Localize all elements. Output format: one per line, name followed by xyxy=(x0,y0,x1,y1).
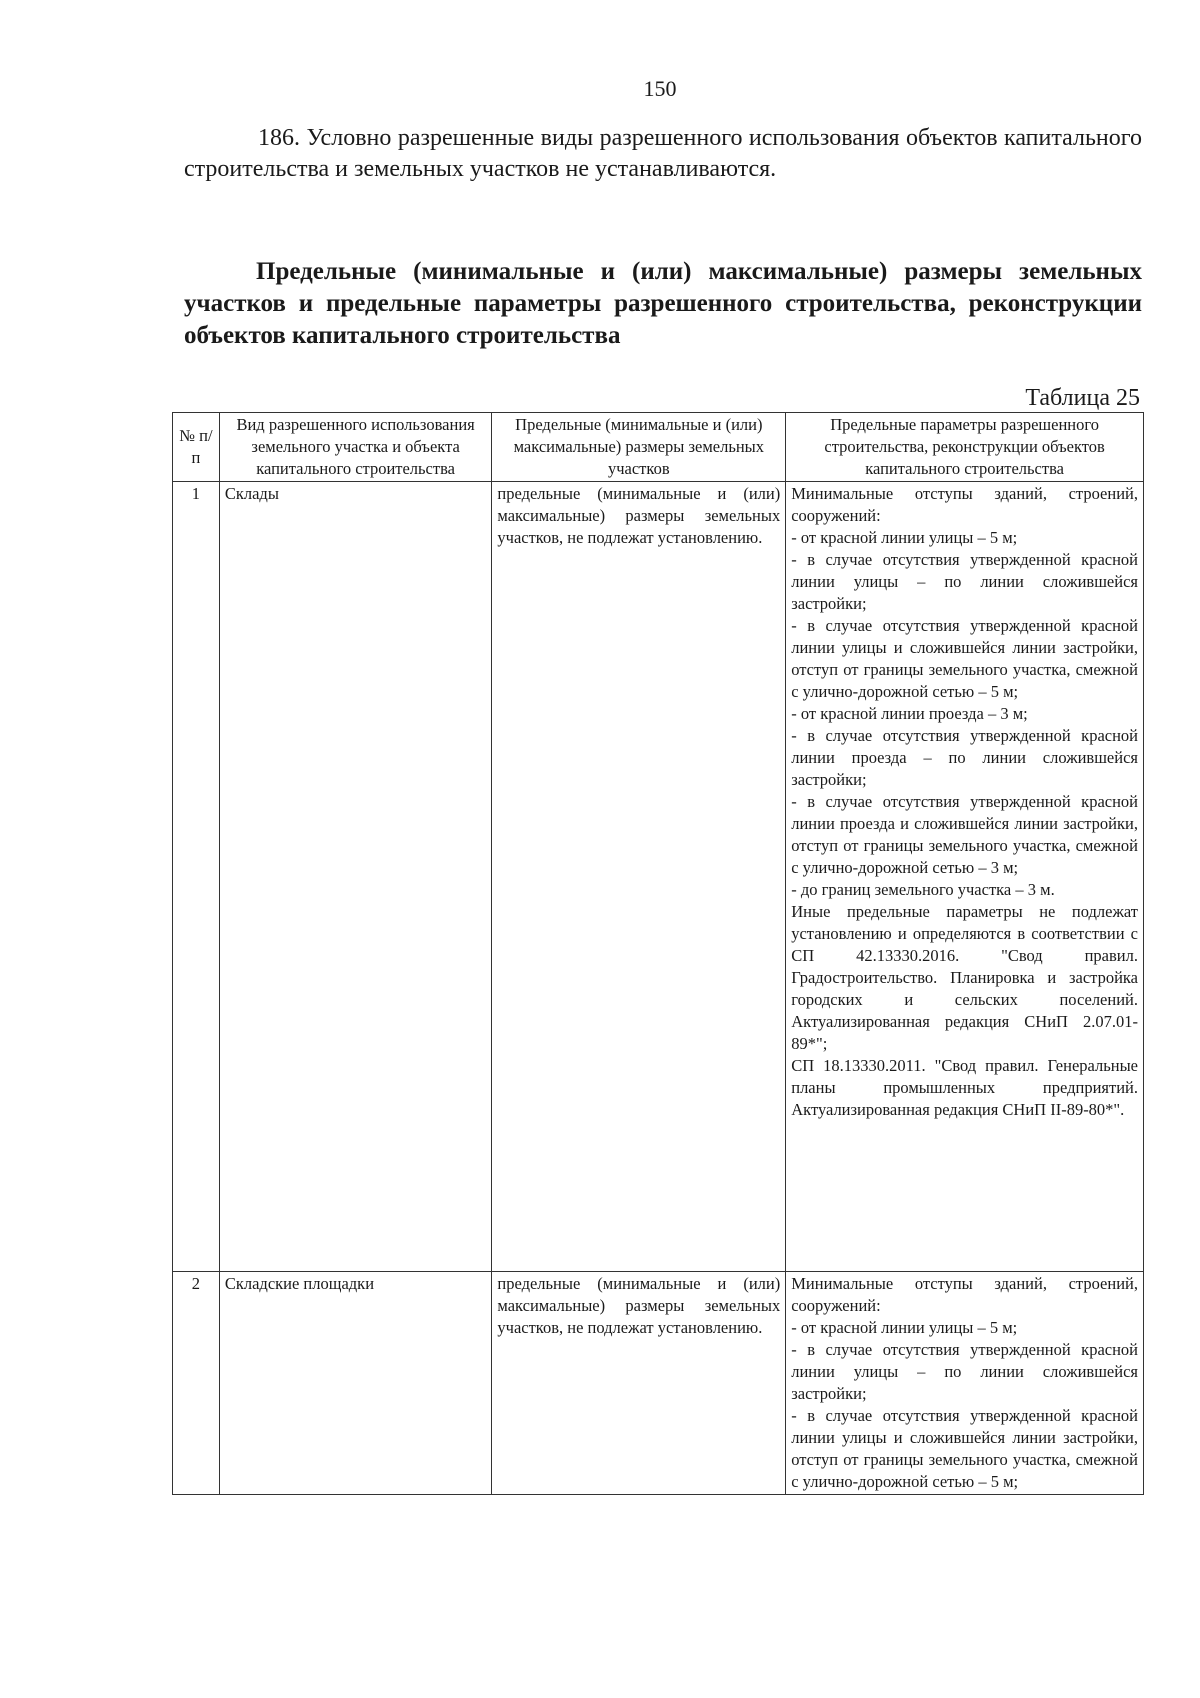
param-line: - от красной линии улицы – 5 м; xyxy=(791,1318,1018,1337)
table-row xyxy=(173,482,1144,1272)
row-type: Складские площадки xyxy=(219,1272,492,1495)
row-params xyxy=(786,1272,1144,1495)
header-params: Предельные параметры разрешенного строительства, реконструкции объектов капитального строительства xyxy=(786,413,1144,482)
header-num: № п/п xyxy=(173,413,220,482)
param-line: - в случае отсутствия утвержденной красной линии улицы и сложившейся линии застройки, отступ от границы земельного участка, смежной с улично-дорожной сетью – 5 м; xyxy=(791,616,1138,701)
paragraph-186: 186. Условно разрешенные виды разрешенного использования объектов капитального строительства и земельных участков не устанавливаются. xyxy=(184,125,1142,182)
param-line: - в случае отсутствия утвержденной красной линии проезда – по линии сложившейся застройки; xyxy=(791,726,1138,789)
param-line: Минимальные отступы зданий, строений, сооружений: xyxy=(791,484,1138,525)
row-size: предельные (минимальные и (или) максимальные) размеры земельных участков, не подлежат установлению. xyxy=(492,482,786,1272)
param-line: Минимальные отступы зданий, строений, сооружений: xyxy=(791,1274,1138,1315)
param-line: - в случае отсутствия утвержденной красной линии улицы – по линии сложившейся застройки; xyxy=(791,550,1138,613)
param-line: - в случае отсутствия утвержденной красной линии улицы – по линии сложившейся застройки; xyxy=(791,1340,1138,1403)
param-line: Иные предельные параметры не подлежат установлению и определяются в соответствии с СП 42.13330.2016. "Свод правил. Градостроительство. Планировка и застройка городских и сельских поселений. Актуализированная редакция СНиП 2.07.01-89*"; xyxy=(791,902,1138,1053)
row-params xyxy=(786,482,1144,1272)
param-line: СП 18.13330.2011. "Свод правил. Генеральные планы промышленных предприятий. Актуализированная редакция СНиП II-89-80*". xyxy=(791,1056,1138,1119)
section-heading: Предельные (минимальные и (или) максимальные) размеры земельных участков и предельные параметры разрешенного строительства, реконструкции объектов капитального строительства xyxy=(184,258,1142,349)
param-line: - до границ земельного участка – 3 м. xyxy=(791,880,1055,899)
table-header-row xyxy=(173,413,1144,482)
header-size: Предельные (минимальные и (или) максимальные) размеры земельных участков xyxy=(492,413,786,482)
table-label: Таблица 25 xyxy=(1025,385,1140,411)
row-num: 2 xyxy=(173,1272,220,1495)
param-line: - в случае отсутствия утвержденной красной линии улицы и сложившейся линии застройки, отступ от границы земельного участка, смежной с улично-дорожной сетью – 5 м; xyxy=(791,1406,1138,1491)
table-row xyxy=(173,1272,1144,1495)
page-number: 150 xyxy=(643,76,677,101)
header-type: Вид разрешенного использования земельного участка и объекта капитального строительства xyxy=(219,413,492,482)
param-line: - от красной линии проезда – 3 м; xyxy=(791,704,1028,723)
row-size: предельные (минимальные и (или) максимальные) размеры земельных участков, не подлежат установлению. xyxy=(492,1272,786,1495)
row-num: 1 xyxy=(173,482,220,1272)
param-line: - в случае отсутствия утвержденной красной линии проезда и сложившейся линии застройки, отступ от границы земельного участка, смежной с улично-дорожной сетью – 3 м; xyxy=(791,792,1138,877)
row-type: Склады xyxy=(219,482,492,1272)
regulations-table xyxy=(172,412,1144,1495)
param-line: - от красной линии улицы – 5 м; xyxy=(791,528,1018,547)
